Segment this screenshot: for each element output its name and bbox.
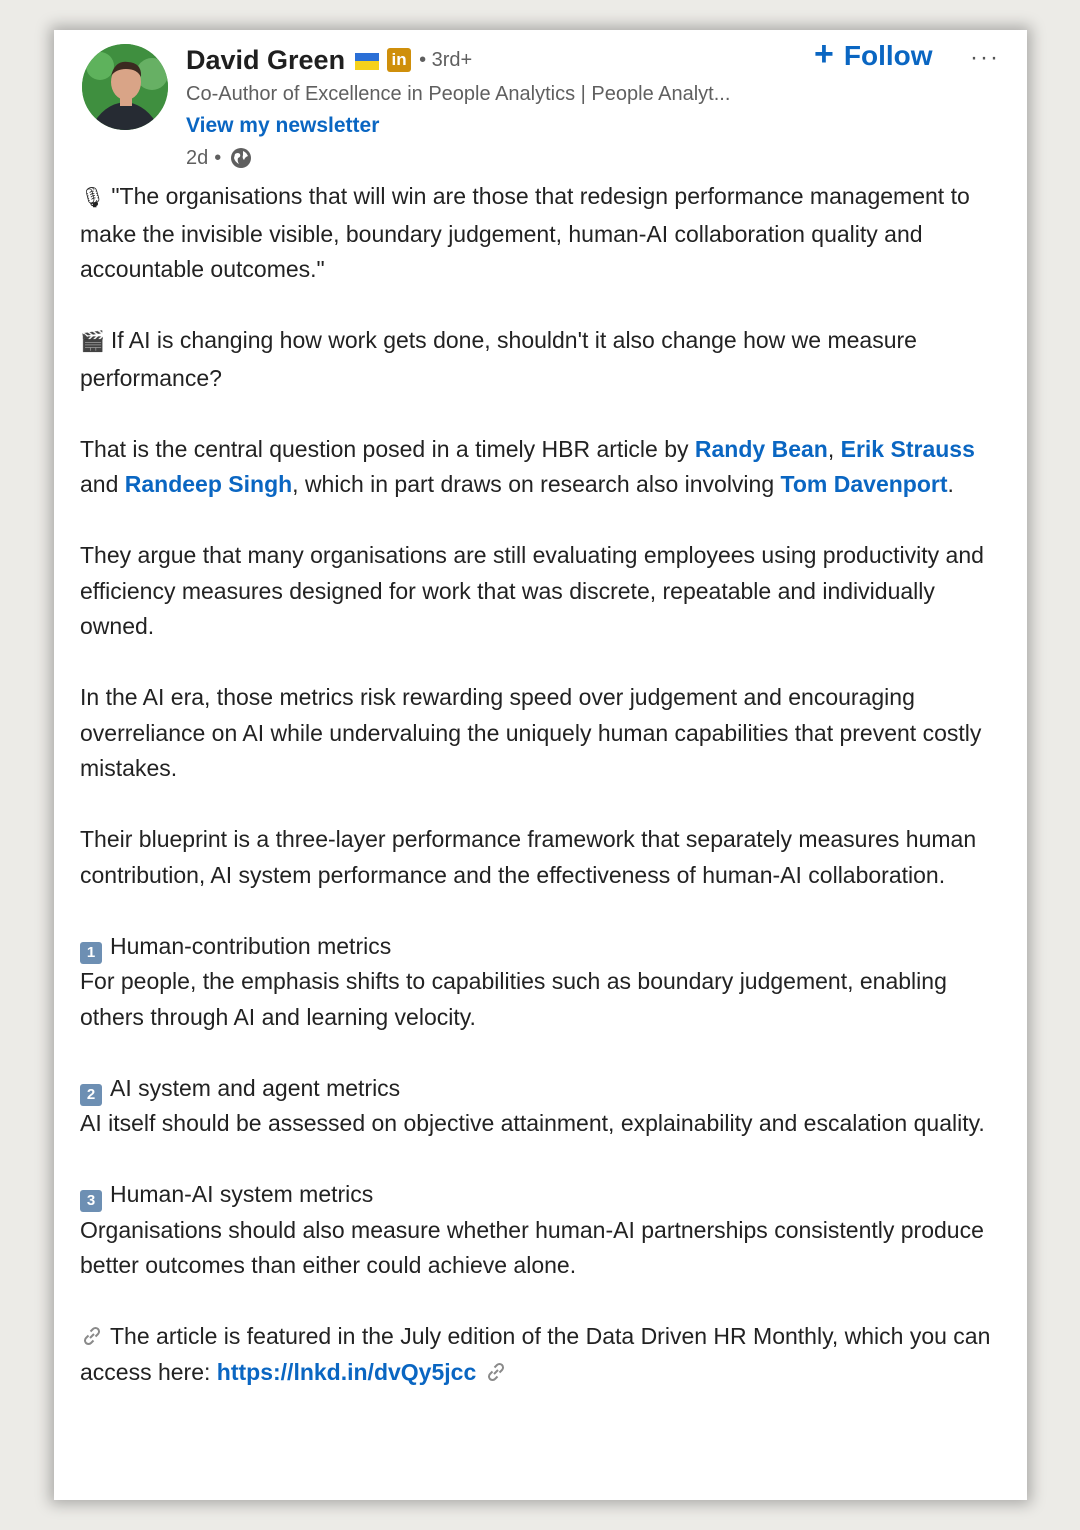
quote-text: "The organisations that will win are those that redesign performance management to make the invisible visible, boundary judgement, human-AI collaboration quality and accountable outcomes." <box>80 183 970 282</box>
post-body <box>80 179 1012 1390</box>
keycap-three-icon: 3 <box>80 1190 102 1212</box>
microphone-icon: 🎙 <box>80 187 106 209</box>
mention-tom-davenport[interactable]: Tom Davenport <box>780 471 948 497</box>
avatar-image <box>82 44 168 130</box>
view-newsletter-link[interactable]: View my newsletter <box>186 114 380 137</box>
closing-paragraph <box>80 1319 1012 1390</box>
author-info <box>186 42 826 170</box>
mention-erik-strauss[interactable]: Erik Strauss <box>840 435 975 462</box>
metric-title: Human-contribution metrics <box>110 932 392 959</box>
metric-title: AI system and agent metrics <box>110 1074 401 1101</box>
post-paragraph <box>80 179 1012 288</box>
metric-block <box>80 929 1012 1036</box>
post-paragraph <box>80 432 1012 503</box>
link-icon <box>80 1323 104 1347</box>
mention-randy-bean[interactable]: Randy Bean <box>694 435 828 462</box>
metric-title: Human-AI system metrics <box>110 1181 374 1207</box>
metric-block <box>80 1177 1012 1284</box>
metric-description: AI itself should be assessed on objective attainment, explainability and escalation quality. <box>80 1110 985 1136</box>
clapperboard-icon: 🎬 <box>80 331 105 353</box>
post-paragraph: Their blueprint is a three-layer performance framework that separately measures human contribution, AI system performance and the effectiveness of human-AI collaboration. <box>80 826 977 888</box>
metric-description: Organisations should also measure whether human-AI partnerships consistently produce better outcomes than either could achieve alone. <box>80 1216 984 1278</box>
keycap-two-icon: 2 <box>80 1084 102 1106</box>
author-name[interactable]: David Green <box>186 44 346 75</box>
link-icon <box>484 1359 508 1383</box>
post-paragraph: They argue that many organisations are still evaluating employees using productivity and efficiency measures designed for work that was discrete, repeatable and individually owned. <box>80 542 984 639</box>
paragraph-text: . <box>947 471 954 497</box>
meta-separator: • <box>214 146 222 169</box>
globe-icon <box>229 146 253 170</box>
closing-text: The article is featured in the July edition of the Data Driven HR Monthly, which you can access here: <box>80 1323 991 1385</box>
paragraph-text: That is the central question posed in a timely HBR article by <box>80 435 695 462</box>
paragraph-text: and <box>80 471 125 497</box>
question-text: If AI is changing how work gets done, shouldn't it also change how we measure performance? <box>80 327 917 391</box>
article-link[interactable]: https://lnkd.in/dvQy5jcc <box>216 1358 477 1385</box>
post-paragraph <box>80 323 1012 396</box>
plus-icon: + <box>814 35 834 73</box>
mention-randeep-singh[interactable]: Randeep Singh <box>124 471 293 497</box>
post-time: 2d <box>186 146 209 169</box>
author-headline: Co-Author of Excellence in People Analytics | People Analyt... <box>186 83 731 105</box>
metric-block <box>80 1071 1012 1142</box>
keycap-one-icon: 1 <box>80 942 102 964</box>
paragraph-text: , which in part draws on research also involving <box>292 471 781 497</box>
metric-description: For people, the emphasis shifts to capabilities such as boundary judgement, enabling others through AI and learning velocity. <box>80 968 947 1030</box>
avatar[interactable] <box>82 44 168 130</box>
paragraph-text: , <box>827 435 841 462</box>
post-card <box>54 30 1027 1500</box>
author-name-line <box>186 42 826 78</box>
follow-button[interactable] <box>814 35 933 73</box>
linkedin-premium-icon: in <box>387 48 411 72</box>
ukraine-flag-icon <box>355 53 379 70</box>
post-meta <box>186 146 826 170</box>
more-options-icon[interactable]: ··· <box>970 44 1000 71</box>
connection-degree: • 3rd+ <box>419 48 473 71</box>
post-paragraph: In the AI era, those metrics risk rewarding speed over judgement and encouraging overreliance on AI while undervaluing the uniquely human capabilities that prevent costly mistakes. <box>80 684 982 781</box>
follow-label: Follow <box>843 40 933 71</box>
